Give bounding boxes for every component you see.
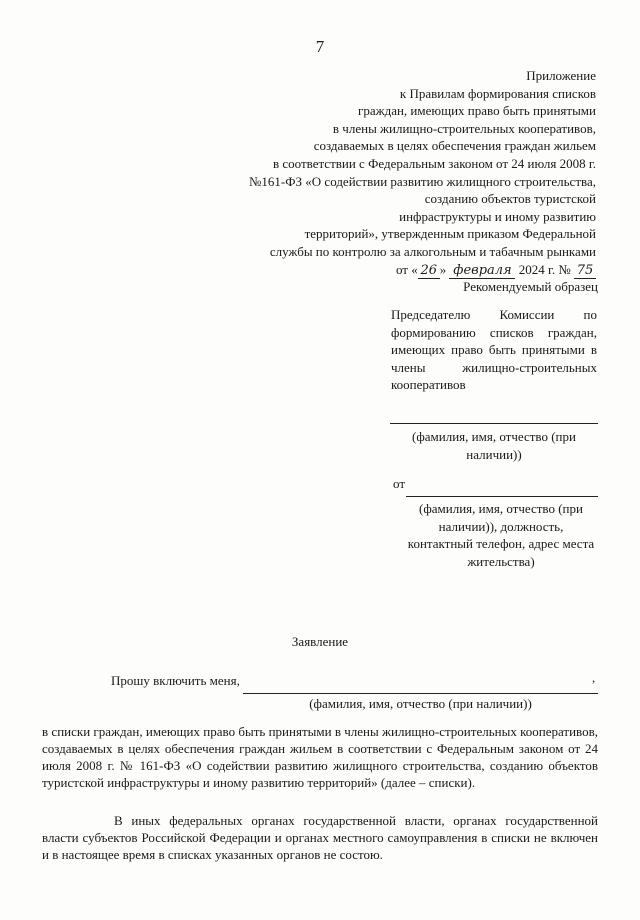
- caption-line: наличии)): [466, 446, 522, 462]
- from-label: от: [393, 476, 406, 491]
- annex-line: территорий», утвержденным приказом Федеральной: [304, 226, 596, 242]
- date-year: 2024 г. №: [518, 261, 571, 277]
- request-name-underline: [243, 693, 598, 694]
- caption-line: наличии)), должность,: [438, 518, 564, 534]
- order-date-line: [249, 261, 596, 279]
- caption-line: жительства): [467, 553, 535, 569]
- addressee-line: Председателю Комиссии по: [391, 307, 597, 322]
- annex-line: граждан, имеющих право быть принятыми: [358, 103, 596, 119]
- annex-line: службы по контролю за алкогольным и табачным рынками: [269, 243, 596, 259]
- paragraph-declaration: В иных федеральных органах государственной власти, органах государственной власти субъектов Российской Федерации и органах местного самоуправления в списки не включен и в настоящее время в списках указанных органов не состою.: [42, 813, 598, 862]
- paragraph-request: в списки граждан, имеющих право быть принятыми в члены жилищно-строительных кооперативов, создаваемых в целях обеспечения граждан жильем в соответствии с Федеральным законом от 24 июля 2008 г. № 161-ФЗ «О содействии развитию жилищного строительства, созданию объектов туристской инфраструктуры и иному развитию территорий» (далее – списки).: [42, 724, 598, 790]
- addressee-line: кооперативов: [391, 377, 466, 392]
- page-number: 7: [315, 37, 325, 56]
- addressee-line: формированию списков граждан,: [391, 324, 597, 340]
- caption-line: (фамилия, имя, отчество (при: [412, 429, 576, 444]
- sample-label: Рекомендуемый образец: [463, 279, 598, 294]
- annex-line: инфраструктуры и иному развитию: [399, 208, 596, 224]
- annex-header: [249, 67, 596, 279]
- request-comma: ,: [592, 670, 596, 685]
- annex-line: созданию объектов туристской: [424, 191, 596, 207]
- caption-line: контактный телефон, адрес места: [407, 536, 595, 551]
- annex-line: в члены жилищно-строительных кооперативов,: [332, 120, 596, 136]
- annex-line: Приложение: [526, 68, 596, 83]
- addressee-block: [391, 306, 597, 394]
- request-label: Прошу включить меня,: [111, 673, 240, 688]
- date-day: 26: [418, 264, 440, 279]
- annex-line: к Правилам формирования списков: [399, 85, 596, 101]
- addressee-line: имеющих право быть принятыми в: [391, 342, 597, 357]
- date-prefix: от «: [395, 261, 418, 277]
- annex-line: №161-ФЗ «О содействии развитию жилищного строительства,: [249, 173, 596, 189]
- order-number: 75: [574, 264, 596, 279]
- caption-line: (фамилия, имя, отчество (при: [419, 501, 583, 516]
- date-month: февраля: [449, 264, 515, 279]
- applicant-underline: [406, 496, 598, 497]
- addressee-name-caption: [392, 428, 596, 463]
- annex-line: создаваемых в целях обеспечения граждан жильем: [313, 138, 596, 154]
- addressee-line: члены жилищно-строительных: [391, 359, 597, 375]
- addressee-name-underline: [390, 423, 598, 424]
- request-name-caption: (фамилия, имя, отчество (при наличии)): [309, 696, 532, 711]
- date-mid: »: [439, 261, 447, 277]
- applicant-caption: [398, 500, 604, 570]
- annex-line: в соответствии с Федеральным законом от 24 июля 2008 г.: [272, 155, 596, 171]
- document-title: Заявление: [291, 634, 349, 649]
